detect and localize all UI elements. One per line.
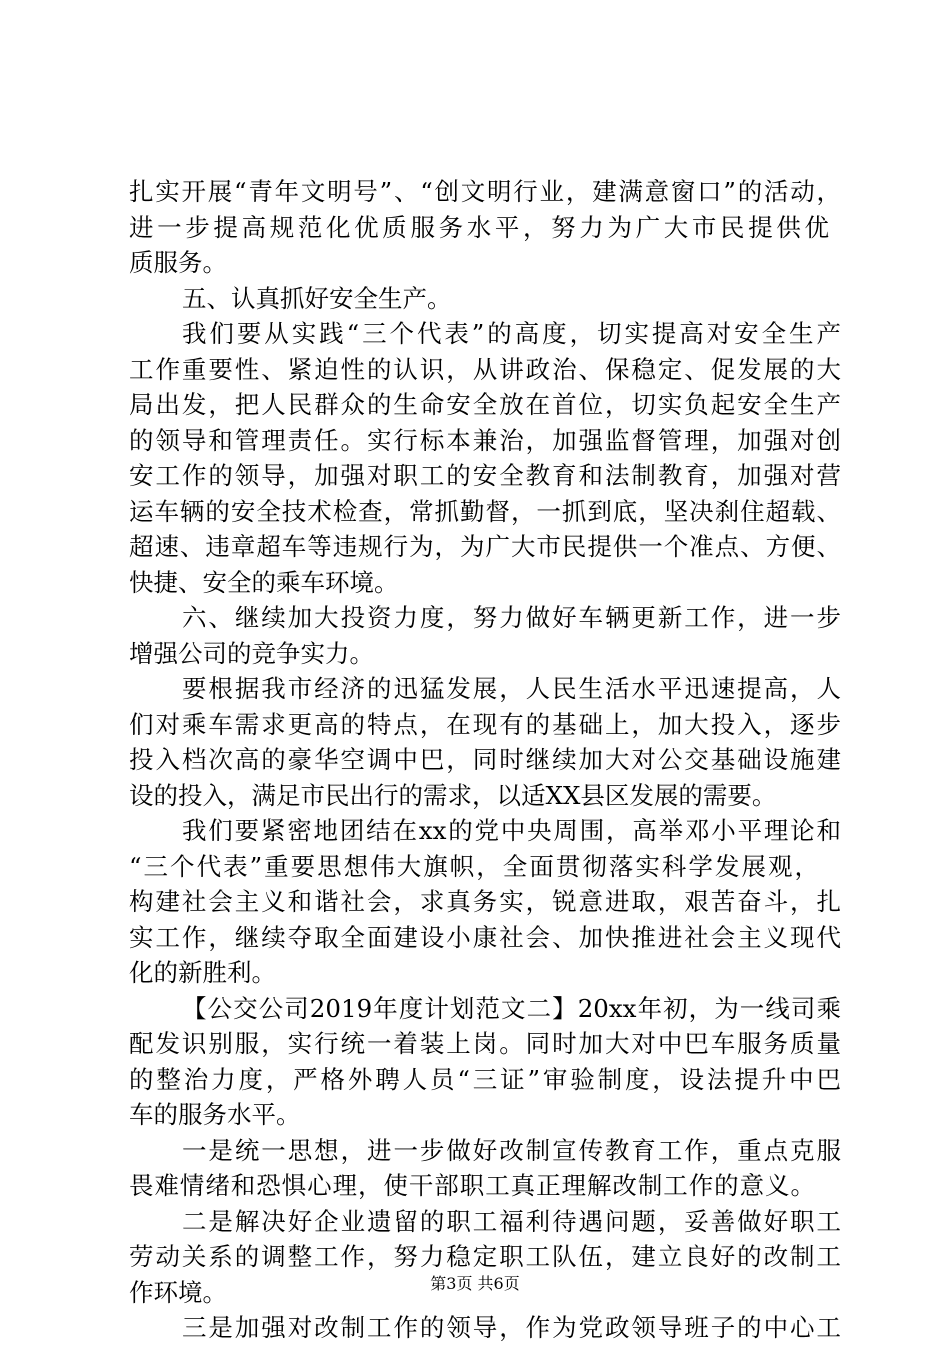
text-line: 投入档次高的豪华空调中巴，同时继续加大对公交基础设施建 bbox=[129, 745, 841, 774]
text-line: 车的服务水平。 bbox=[129, 1100, 301, 1129]
text-line: 运车辆的安全技术检查，常抓勤督，一抓到底，坚决刹住超载、 bbox=[129, 496, 841, 526]
text-line: 实工作，继续夺取全面建设小康社会、加快推进社会主义现代 bbox=[129, 922, 841, 952]
text-line: 化的新胜利。 bbox=[129, 958, 276, 987]
text-line: 构建社会主义和谐社会，求真务实，锐意进取，艰苦奋斗，扎 bbox=[129, 887, 841, 916]
text-line: 我们要紧密地团结在xx的党中央周围，高举邓小平理论和 bbox=[182, 816, 841, 845]
text-line: 快捷、安全的乘车环境。 bbox=[129, 567, 399, 597]
text-line: 二是解决好企业遗留的职工福利待遇问题，妥善做好职工 bbox=[182, 1206, 841, 1236]
text-line: 质服务。 bbox=[129, 248, 227, 277]
text-line: 工作重要性、紧迫性的认识，从讲政治、保稳定、促发展的大 bbox=[129, 354, 841, 384]
text-line: 设的投入，满足市民出行的需求，以适XX县区发展的需要。 bbox=[129, 780, 777, 810]
text-line: 【公交公司2019年度计划范文二】20xx年初，为一线司乘 bbox=[182, 993, 841, 1023]
text-line: 畏难情绪和恐惧心理，使干部职工真正理解改制工作的意义。 bbox=[129, 1171, 815, 1200]
text-line: 超速、违章超车等违规行为，为广大市民提供一个准点、方便、 bbox=[129, 532, 841, 561]
text-line: “三个代表”重要思想伟大旗帜，全面贯彻落实科学发展观， bbox=[129, 851, 819, 881]
section-heading: 五、认真抓好安全生产。 bbox=[182, 283, 452, 313]
text-line: 三是加强对改制工作的领导，作为党政领导班子的中心工 bbox=[182, 1313, 841, 1342]
text-line: 劳动关系的调整工作，努力稳定职工队伍，建立良好的改制工 bbox=[129, 1242, 841, 1271]
text-line: 作环境。 bbox=[129, 1277, 227, 1307]
text-line: 一是统一思想，进一步做好改制宣传教育工作，重点克服 bbox=[182, 1135, 841, 1165]
section-heading: 六、继续加大投资力度，努力做好车辆更新工作，进一步 bbox=[182, 603, 841, 632]
text-line: 的领导和管理责任。实行标本兼治，加强监督管理，加强对创 bbox=[129, 425, 841, 455]
section-heading: 增强公司的竞争实力。 bbox=[129, 638, 374, 668]
text-line: 我们要从实践“三个代表”的高度，切实提高对安全生产 bbox=[182, 319, 841, 348]
text-line: 要根据我市经济的迅猛发展，人民生活水平迅速提高，人 bbox=[182, 674, 841, 703]
text-line: 局出发，把人民群众的生命安全放在首位，切实负起安全生产 bbox=[129, 390, 841, 419]
text-line: 扎实开展“青年文明号”、“创文明行业，建满意窗口”的活动， bbox=[129, 177, 841, 206]
page-footer: 第3页 共6页 bbox=[430, 1274, 520, 1293]
text-line: 们对乘车需求更高的特点，在现有的基础上，加大投入，逐步 bbox=[129, 709, 841, 739]
text-line: 进一步提高规范化优质服务水平，努力为广大市民提供优 bbox=[129, 212, 829, 242]
text-line: 安工作的领导，加强对职工的安全教育和法制教育，加强对营 bbox=[129, 461, 841, 490]
text-line: 配发识别服，实行统一着装上岗。同时加大对中巴车服务质量 bbox=[129, 1029, 841, 1058]
text-line: 的整治力度，严格外聘人员“三证”审验制度，设法提升中巴 bbox=[129, 1064, 841, 1094]
